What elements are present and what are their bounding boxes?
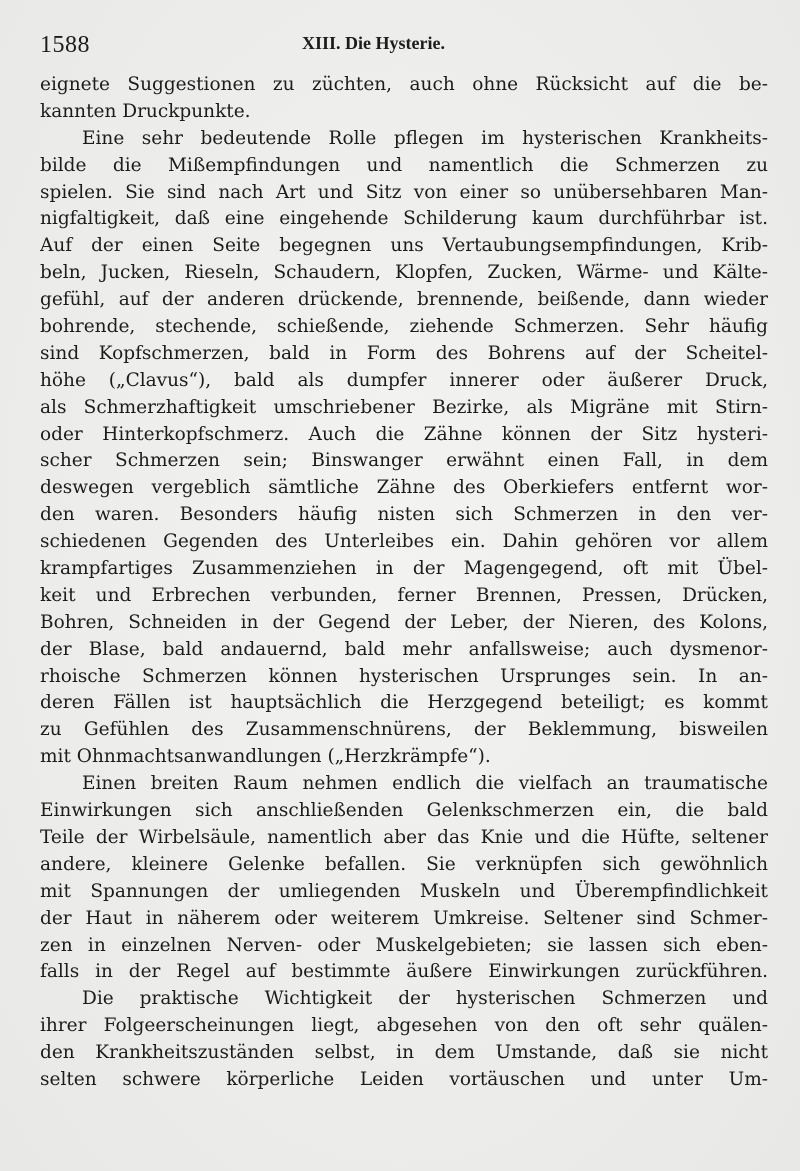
text-line: Bohren, Schneiden in der Gegend der Leber, der Nieren, des Kolons,	[40, 611, 768, 633]
text-line: schiedenen Gegenden des Unterleibes ein. Dahin gehören vor allem	[40, 531, 768, 553]
page-number: 1588	[40, 32, 90, 58]
text-line: der Blase, bald andauernd, bald mehr anfallsweise; auch dysmenor-	[40, 638, 768, 660]
text-line: oder Hinterkopfschmerz. Auch die Zähne können der Sitz hysteri-	[40, 423, 768, 445]
text-line: den Krankheitszuständen selbst, in dem Umstande, daß sie nicht	[40, 1042, 768, 1064]
text-line: andere, kleinere Gelenke befallen. Sie verknüpfen sich gewöhnlich	[40, 853, 768, 875]
text-line: Teile der Wirbelsäule, namentlich aber das Knie und die Hüfte, seltener	[40, 826, 768, 848]
text-line: bohrende, stechende, schießende, ziehende Schmerzen. Sehr häufig	[40, 316, 768, 338]
text-line: Einen breiten Raum nehmen endlich die vielfach an traumatische	[82, 773, 768, 795]
text-line: gefühl, auf der anderen drückende, brennende, beißende, dann wieder	[40, 289, 768, 311]
text-line: scher Schmerzen sein; Binswanger erwähnt einen Fall, in dem	[40, 450, 768, 472]
text-line: ihrer Folgeerscheinungen liegt, abgesehen von den oft sehr quälen-	[40, 1015, 768, 1037]
text-line: Eine sehr bedeutende Rolle pflegen im hysterischen Krankheits-	[82, 127, 768, 149]
text-line: deren Fällen ist hauptsächlich die Herzgegend beteiligt; es kommt	[40, 692, 768, 714]
text-line: kannten Druckpunkte.	[40, 100, 251, 122]
text-line: selten schwere körperliche Leiden vortäuschen und unter Um-	[40, 1068, 768, 1090]
text-line: höhe („Clavus“), bald als dumpfer innerer oder äußerer Druck,	[40, 369, 768, 391]
text-line: bilde die Mißempfindungen und namentlich die Schmerzen zu	[40, 154, 768, 176]
text-line: deswegen vergeblich sämtliche Zähne des Oberkiefers entfernt wor-	[40, 477, 768, 499]
text-line: sind Kopfschmerzen, bald in Form des Bohrens auf der Scheitel-	[40, 342, 768, 364]
text-line: beln, Jucken, Rieseln, Schaudern, Klopfen, Zucken, Wärme- und Kälte-	[40, 262, 768, 284]
text-line: zu Gefühlen des Zusammenschnürens, der Beklemmung, bisweilen	[40, 719, 768, 741]
text-line: nigfaltigkeit, daß eine eingehende Schilderung kaum durchführbar ist.	[40, 208, 768, 230]
text-line: Einwirkungen sich anschließenden Gelenkschmerzen ein, die bald	[40, 800, 768, 822]
text-line: Die praktische Wichtigkeit der hysterischen Schmerzen und	[82, 988, 768, 1010]
text-line: falls in der Regel auf bestimmte äußere Einwirkungen zurückführen.	[40, 961, 768, 983]
text-line: mit Ohnmachtsanwandlungen („Herzkrämpfe“).	[40, 746, 491, 768]
page-header	[40, 30, 760, 60]
text-line: der Haut in näherem oder weiterem Umkreise. Seltener sind Schmer-	[40, 907, 768, 929]
text-line: den waren. Besonders häufig nisten sich Schmerzen in den ver-	[40, 504, 768, 526]
text-line: spielen. Sie sind nach Art und Sitz von einer so unübersehbaren Man-	[40, 181, 768, 203]
text-line: als Schmerzhaftigkeit umschriebener Bezirke, als Migräne mit Stirn-	[40, 396, 768, 418]
text-line: eignete Suggestionen zu züchten, auch ohne Rücksicht auf die be-	[40, 74, 768, 95]
text-line: Auf der einen Seite begegnen uns Vertaubungsempfindungen, Krib-	[40, 235, 768, 257]
text-line: zen in einzelnen Nerven- oder Muskelgebieten; sie lassen sich eben-	[40, 934, 768, 956]
text-line: keit und Erbrechen verbunden, ferner Brennen, Pressen, Drücken,	[40, 584, 768, 606]
text-line: rhoische Schmerzen können hysterischen Ursprunges sein. In an-	[40, 665, 768, 687]
text-line: mit Spannungen der umliegenden Muskeln und Überempfindlichkeit	[40, 880, 768, 902]
body-text	[40, 72, 768, 1094]
text-line: krampfartiges Zusammenziehen in der Magengegend, oft mit Übel-	[40, 558, 768, 580]
running-title: XIII. Die Hysterie.	[302, 33, 445, 53]
